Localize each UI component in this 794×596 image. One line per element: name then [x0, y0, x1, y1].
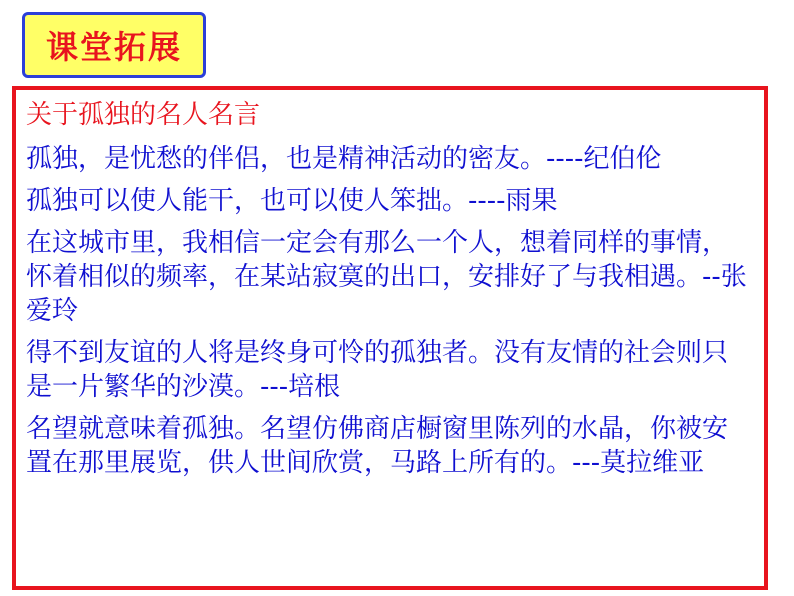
page-title: 课堂拓展 [45, 28, 182, 66]
quote-item: 孤独可以使人能干，也可以使人笨拙。----雨果 [26, 186, 558, 216]
quote-item: 得不到友谊的人将是终身可怜的孤独者。没有友情的社会则只是一片繁华的沙漠。---培根 [26, 338, 729, 402]
quote-item: 孤独，是忧愁的伴侣，也是精神活动的密友。----纪伯伦 [26, 144, 662, 174]
quotes-frame [12, 86, 768, 590]
quote-item: 在这城市里，我相信一定会有那么一个人，想着同样的事情，怀着相似的频率，在某站寂寞的出口，安排好了与我相遇。--张爱玲 [26, 228, 747, 326]
title-box [22, 12, 206, 78]
quote-item: 名望就意味着孤独。名望仿佛商店橱窗里陈列的水晶，你被安置在那里展览，供人世间欣赏，马路上所有的。---莫拉维亚 [26, 414, 729, 478]
quotes-heading: 关于孤独的名人名言 [26, 100, 261, 130]
